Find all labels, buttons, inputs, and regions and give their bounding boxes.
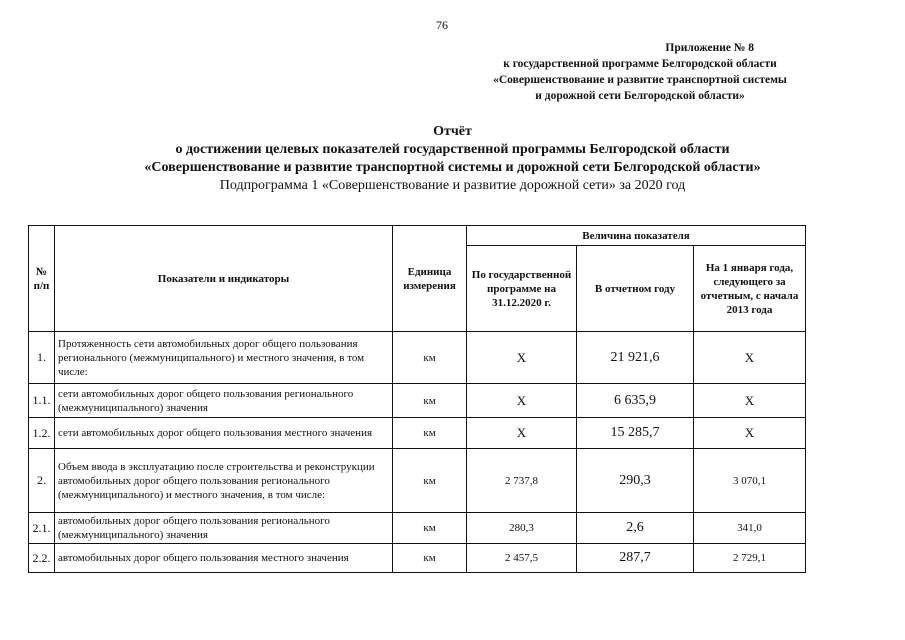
row-cumulative: Х [694,418,806,449]
appendix-line-1: к государственной программе Белгородской области [503,58,777,70]
row-plan: 2 737,8 [467,449,577,513]
row-cumulative: 2 729,1 [694,544,806,573]
row-num: 2. [29,449,55,513]
row-indicator: автомобильных дорог общего пользования местного значения [55,544,393,573]
table-row [29,384,806,418]
row-unit: км [393,332,467,384]
row-cumulative: 3 070,1 [694,449,806,513]
report-title-line-2: «Совершенствование и развитие транспортной системы и дорожной сети Белгородской области» [144,160,761,175]
indicators-table [28,225,806,573]
row-unit: км [393,449,467,513]
table-row [29,544,806,573]
row-unit: км [393,384,467,418]
appendix-title: Приложение № 8 [665,42,754,54]
row-actual: 6 635,9 [577,384,694,418]
table-row [29,513,806,544]
row-plan: Х [467,332,577,384]
row-indicator: автомобильных дорог общего пользования регионального (межмуниципального) значения [55,513,393,544]
report-title-line-1: о достижении целевых показателей государственной программы Белгородской области [175,142,730,157]
row-num: 1.2. [29,418,55,449]
report-heading [40,123,865,195]
table-row [29,332,806,384]
row-indicator: Протяженность сети автомобильных дорог общего пользования регионального (межмуниципального) и местного значения, в том числе: [55,332,393,384]
row-plan: 280,3 [467,513,577,544]
row-num: 1.1. [29,384,55,418]
report-subtitle: Подпрограмма 1 «Совершенствование и развитие дорожной сети» за 2020 год [219,178,686,193]
appendix-line-3: и дорожной сети Белгородской области» [535,90,745,102]
row-actual: 290,3 [577,449,694,513]
row-unit: км [393,513,467,544]
header-indicator: Показатели и индикаторы [55,226,393,332]
row-unit: км [393,418,467,449]
row-indicator: сети автомобильных дорог общего пользования регионального (межмуниципального) значения [55,384,393,418]
appendix-line-2: «Совершенствование и развитие транспортной системы [493,74,787,86]
row-actual: 15 285,7 [577,418,694,449]
header-cumulative: На 1 января года, следующего за отчетным, с начала 2013 года [694,246,806,332]
row-num: 2.2. [29,544,55,573]
row-actual: 21 921,6 [577,332,694,384]
row-indicator: сети автомобильных дорог общего пользования местного значения [55,418,393,449]
report-title: Отчёт [433,124,472,139]
header-actual: В отчетном году [577,246,694,332]
row-num: 1. [29,332,55,384]
header-value-group: Величина показателя [467,226,806,246]
row-plan: Х [467,418,577,449]
row-num: 2.1. [29,513,55,544]
header-num: № п/п [29,226,55,332]
row-cumulative: Х [694,332,806,384]
header-plan: По государственной программе на 31.12.2020 г. [467,246,577,332]
row-actual: 2,6 [577,513,694,544]
row-indicator: Объем ввода в эксплуатацию после строительства и реконструкции автомобильных дорог общего пользования регионального (межмуниципального) и местного значения, в том числе: [55,449,393,513]
appendix-block [470,40,810,104]
header-unit: Единица измерения [393,226,467,332]
row-plan: Х [467,384,577,418]
row-cumulative: 341,0 [694,513,806,544]
table-row [29,449,806,513]
table-row [29,418,806,449]
row-plan: 2 457,5 [467,544,577,573]
row-actual: 287,7 [577,544,694,573]
row-unit: км [393,544,467,573]
row-cumulative: Х [694,384,806,418]
page-number: 76 [436,18,448,32]
